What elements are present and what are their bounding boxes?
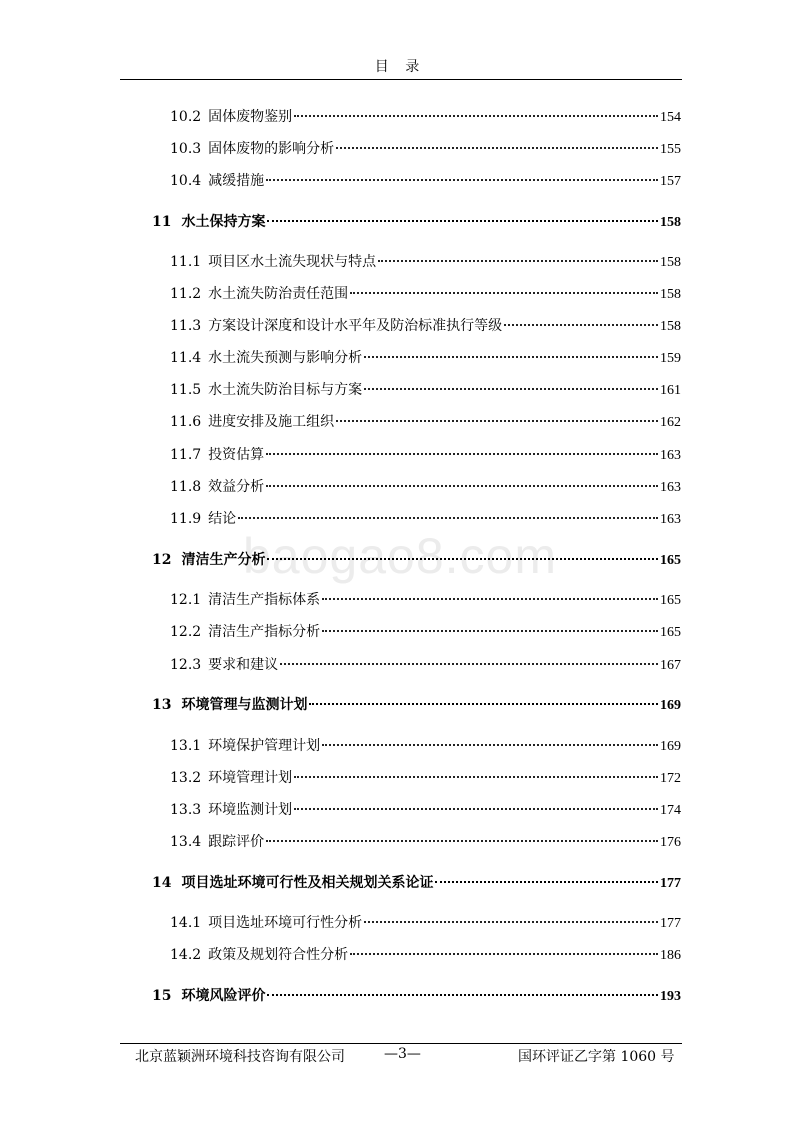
toc-section-entry[interactable] xyxy=(170,590,681,610)
toc-entry-page: 163 xyxy=(660,448,681,463)
toc-entry-page: 159 xyxy=(660,351,681,366)
toc-dot-leader xyxy=(266,485,658,487)
toc-chapter-entry[interactable] xyxy=(152,212,681,232)
toc-entry-number: 13.1 xyxy=(170,738,202,754)
toc-entry-title: 固体废物的影响分析 xyxy=(208,141,335,157)
toc-entry-page: 177 xyxy=(660,916,681,931)
toc-entry-title: 水土流失防治目标与方案 xyxy=(208,382,363,398)
toc-dot-leader xyxy=(294,808,658,810)
toc-section-entry[interactable] xyxy=(170,107,681,127)
toc-entry-title: 项目选址环境可行性分析 xyxy=(208,915,363,931)
toc-section-entry[interactable] xyxy=(170,316,681,336)
toc-entry-page: 165 xyxy=(660,553,681,568)
toc-entry-page: 154 xyxy=(660,110,681,125)
toc-entry-title: 投资估算 xyxy=(208,447,265,463)
toc-entry-number: 11.4 xyxy=(170,350,202,366)
toc-entry-page: 158 xyxy=(660,287,681,302)
toc-dot-leader xyxy=(364,356,658,358)
toc-entry-title: 结论 xyxy=(208,511,237,527)
footer-page-number: —3— xyxy=(384,1046,421,1062)
toc-entry-number: 10.3 xyxy=(170,141,202,157)
toc-entry-title: 清洁生产指标分析 xyxy=(208,624,321,640)
toc-entry-title: 水土流失预测与影响分析 xyxy=(208,350,363,366)
toc-dot-leader xyxy=(266,453,658,455)
toc-dot-leader xyxy=(336,420,658,422)
toc-dot-leader xyxy=(267,558,658,560)
toc-dot-leader xyxy=(238,517,658,519)
toc-entry-number: 14.2 xyxy=(170,947,202,963)
toc-section-entry[interactable] xyxy=(170,800,681,820)
toc-dot-leader xyxy=(267,994,658,996)
toc-entry-number: 11.1 xyxy=(170,254,202,270)
toc-entry-page: 186 xyxy=(660,948,681,963)
toc-section-entry[interactable] xyxy=(170,284,681,304)
toc-entry-title: 水土保持方案 xyxy=(181,214,266,230)
toc-entry-title: 项目选址环境可行性及相关规划关系论证 xyxy=(181,875,434,891)
toc-entry-page: 157 xyxy=(660,174,681,189)
toc-entry-title: 环境监测计划 xyxy=(208,802,293,818)
toc-chapter-entry[interactable] xyxy=(152,550,681,570)
toc-entry-number: 11.8 xyxy=(170,479,202,495)
toc-section-entry[interactable] xyxy=(170,380,681,400)
toc-entry-number: 11.6 xyxy=(170,414,202,430)
toc-entry-number: 14.1 xyxy=(170,915,202,931)
toc-section-entry[interactable] xyxy=(170,139,681,159)
toc-entry-number: 10.4 xyxy=(170,173,202,189)
toc-section-entry[interactable] xyxy=(170,477,681,497)
toc-entry-number: 15 xyxy=(152,988,172,1004)
toc-chapter-entry[interactable] xyxy=(152,986,681,1006)
toc-entry-page: 177 xyxy=(660,876,681,891)
toc-entry-title: 政策及规划符合性分析 xyxy=(208,947,349,963)
toc-entry-title: 项目区水土流失现状与特点 xyxy=(208,254,377,270)
toc-dot-leader xyxy=(280,663,658,665)
toc-entry-title: 进度安排及施工组织 xyxy=(208,414,335,430)
toc-dot-leader xyxy=(364,388,658,390)
toc-entry-number: 11 xyxy=(152,214,172,230)
toc-entry-page: 163 xyxy=(660,512,681,527)
toc-section-entry[interactable] xyxy=(170,171,681,191)
toc-dot-leader xyxy=(266,840,658,842)
toc-entry-number: 10.2 xyxy=(170,109,202,125)
toc-dot-leader xyxy=(350,953,658,955)
toc-entry-page: 161 xyxy=(660,383,681,398)
toc-entry-number: 11.7 xyxy=(170,447,202,463)
toc-entry-page: 158 xyxy=(660,215,681,230)
toc-entry-title: 水土流失防治责任范围 xyxy=(208,286,349,302)
toc-entry-title: 要求和建议 xyxy=(208,657,279,673)
toc-entry-title: 跟踪评价 xyxy=(208,834,265,850)
toc-entry-title: 环境管理与监测计划 xyxy=(181,697,308,713)
toc-entry-page: 155 xyxy=(660,142,681,157)
toc-dot-leader xyxy=(266,179,658,181)
toc-entry-page: 165 xyxy=(660,593,681,608)
toc-entry-title: 方案设计深度和设计水平年及防治标准执行等级 xyxy=(208,318,503,334)
toc-entry-number: 12.3 xyxy=(170,657,202,673)
toc-section-entry[interactable] xyxy=(170,348,681,368)
toc-dot-leader xyxy=(378,260,658,262)
toc-dot-leader xyxy=(364,921,658,923)
toc-dot-leader xyxy=(504,324,658,326)
toc-entry-page: 176 xyxy=(660,835,681,850)
footer-certificate: 国环评证乙字第 1060 号 xyxy=(518,1049,675,1065)
toc-entry-title: 环境保护管理计划 xyxy=(208,738,321,754)
toc-dot-leader xyxy=(267,220,658,222)
toc-section-entry[interactable] xyxy=(170,945,681,965)
toc-entry-page: 158 xyxy=(660,255,681,270)
toc-entry-number: 11.3 xyxy=(170,318,202,334)
toc-entry-page: 165 xyxy=(660,625,681,640)
page-header-title: 目 录 xyxy=(374,59,426,75)
toc-dot-leader xyxy=(322,744,658,746)
toc-entry-title: 固体废物鉴别 xyxy=(208,109,293,125)
toc-entry-page: 172 xyxy=(660,771,681,786)
toc-entry-number: 13.2 xyxy=(170,770,202,786)
toc-section-entry[interactable] xyxy=(170,736,681,756)
toc-entry-title: 效益分析 xyxy=(208,479,265,495)
toc-section-entry[interactable] xyxy=(170,768,681,788)
toc-entry-title: 减缓措施 xyxy=(208,173,265,189)
toc-entry-page: 162 xyxy=(660,415,681,430)
toc-entry-page: 169 xyxy=(660,698,681,713)
toc-entry-title: 清洁生产分析 xyxy=(181,552,266,568)
toc-dot-leader xyxy=(294,776,658,778)
toc-entry-page: 193 xyxy=(660,989,681,1004)
toc-entry-page: 158 xyxy=(660,319,681,334)
watermark: baogao8.com xyxy=(242,528,557,584)
toc-chapter-entry[interactable] xyxy=(152,873,681,893)
toc-section-entry[interactable] xyxy=(170,655,681,675)
toc-entry-title: 清洁生产指标体系 xyxy=(208,592,321,608)
toc-section-entry[interactable] xyxy=(170,412,681,432)
toc-entry-page: 163 xyxy=(660,480,681,495)
toc-entry-title: 环境风险评价 xyxy=(181,988,266,1004)
toc-dot-leader xyxy=(350,292,658,294)
toc-dot-leader xyxy=(322,630,658,632)
toc-section-entry[interactable] xyxy=(170,509,681,529)
toc-dot-leader xyxy=(336,147,658,149)
toc-entry-page: 169 xyxy=(660,739,681,754)
toc-section-entry[interactable] xyxy=(170,622,681,642)
toc-entry-number: 11.9 xyxy=(170,511,202,527)
toc-entry-page: 167 xyxy=(660,658,681,673)
toc-dot-leader xyxy=(294,115,658,117)
toc-entry-number: 13.3 xyxy=(170,802,202,818)
toc-dot-leader xyxy=(322,598,658,600)
toc-entry-number: 14 xyxy=(152,875,172,891)
toc-dot-leader xyxy=(309,703,658,705)
toc-section-entry[interactable] xyxy=(170,252,681,272)
toc-entry-number: 11.5 xyxy=(170,382,202,398)
toc-entry-number: 13 xyxy=(152,697,172,713)
footer-company: 北京蓝颖洲环境科技咨询有限公司 xyxy=(135,1049,345,1065)
footer-divider xyxy=(120,1043,682,1044)
toc-entry-number: 13.4 xyxy=(170,834,202,850)
toc-section-entry[interactable] xyxy=(170,913,681,933)
toc-chapter-entry[interactable] xyxy=(152,695,681,715)
toc-dot-leader xyxy=(435,881,658,883)
toc-entry-title: 环境管理计划 xyxy=(208,770,293,786)
toc-section-entry[interactable] xyxy=(170,832,681,852)
toc-entry-number: 11.2 xyxy=(170,286,202,302)
toc-entry-page: 174 xyxy=(660,803,681,818)
toc-section-entry[interactable] xyxy=(170,445,681,465)
toc-entry-number: 12.2 xyxy=(170,624,202,640)
toc-entry-number: 12.1 xyxy=(170,592,202,608)
toc-entry-number: 12 xyxy=(152,552,172,568)
